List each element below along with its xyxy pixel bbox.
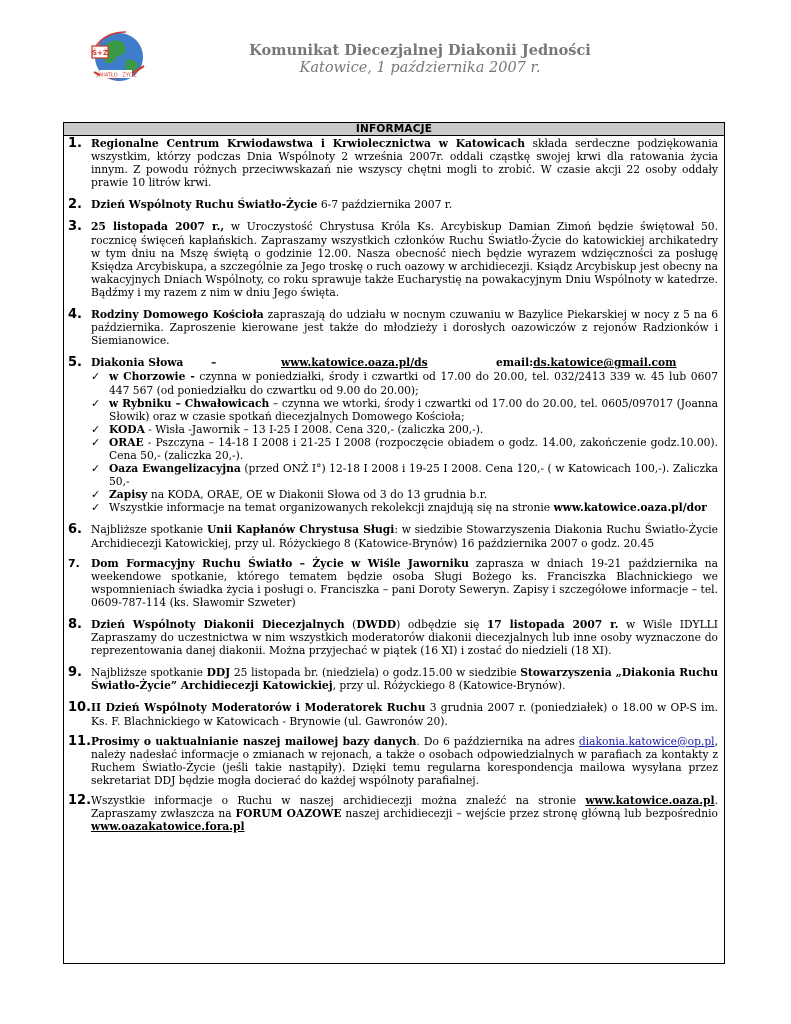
bold-text: Dzień Wspólnoty Diakonii Diecezjalnych bbox=[91, 618, 345, 631]
list-item bbox=[68, 794, 718, 833]
list-item bbox=[68, 557, 718, 609]
list-item bbox=[68, 308, 718, 347]
diakonia-slowa-email[interactable]: ds.katowice@gmail.com bbox=[533, 356, 677, 370]
check-list-item: ✓ w Chorzowie - czynna w poniedziałki, środy i czwartki od 17.00 do 20.00, tel. 032/2413 339 w. 45 lub 0607 447 567 (od poniedziałku do czwartku od 9.00 do 20.00); bbox=[91, 370, 718, 397]
item-number: 9. bbox=[68, 665, 82, 681]
list-item bbox=[68, 618, 718, 657]
list-item bbox=[68, 523, 718, 549]
bold-text: www.katowice.oaza.pl/dor bbox=[553, 501, 707, 515]
checkmark-icon: ✓ bbox=[91, 501, 101, 515]
check-list-item: ✓ KODA - Wisła -Jawornik – 13 I-25 I 2008. Cena 320,- (zaliczka 200,-). bbox=[91, 422, 484, 436]
section-title: INFORMACJE bbox=[64, 123, 724, 136]
item-text: Prosimy o uaktualnianie naszej mailowej bazy danych. Do 6 października na adres diakonia.katowice@op.pl, należy nadesłać informacje o zmianach w rejonach, a także o osobach odpowiedzialnych w parafiach za kontakty z Ruchem Światło-Życie (jeśli takie nastąpiły). Dzięki temu regularna korespondencja mailowa wysyłana przez sekretariat DDJ będzie mogła docierać do każdej wspólnoty parafialnej. bbox=[91, 734, 718, 787]
information-list bbox=[64, 136, 724, 833]
page-subtitle: Katowice, 1 października 2007 r. bbox=[299, 60, 541, 76]
email-link[interactable]: diakonia.katowice@op.pl bbox=[578, 734, 715, 748]
web-link[interactable]: www.oazakatowice.fora.pl bbox=[91, 820, 245, 834]
item-number: 3. bbox=[68, 219, 82, 235]
list-item-diakonia-slowa bbox=[68, 356, 718, 514]
checkmark-icon: ✓ bbox=[91, 462, 101, 476]
item-text: Dzień Wspólnoty Diakonii Diecezjalnych (DWDD) odbędzie się 17 listopada 2007 r. w Wiśle IDYLLI Zapraszamy do uczestnictwa w nim wszystkich moderatorów diakonii diecezjalnych lub inne osoby wyznaczone do reprezentowania danej diakonii. Można przyjechać w piątek (16 XI) i zostać do niedzieli (18 XI). bbox=[91, 618, 718, 658]
item-number: 1. bbox=[68, 136, 82, 151]
checkmark-icon: ✓ bbox=[91, 422, 101, 436]
check-list-item: ✓ Oaza Ewangelizacyjna (przed ONŻ I°) 12-18 I 2008 i 19-25 I 2008. Cena 120,- ( w Katowicach 100,-). Zaliczka 50,- bbox=[91, 462, 718, 489]
check-list-item: ✓ ORAE - Pszczyna – 14-18 I 2008 i 21-25 I 2008 (rozpoczęcie obiadem o godz. 14.00, zakończenie godz.10.00). Cena 50,- (zaliczka 20,-). bbox=[91, 435, 718, 462]
bold-text: Stowarzyszenia „Diakonia Ruchu Światło-Życie” Archidiecezji Katowickiej bbox=[91, 666, 718, 693]
item-number: 7. bbox=[68, 556, 80, 570]
item-text: 25 listopada 2007 r., w Uroczystość Chrystusa Króla Ks. Arcybiskup Damian Zimoń będzie świętował 50. rocznicę święceń kapłańskich. Zapraszamy wszystkich członków Ruchu Światło-Życie do katowickiej archikatedry w tym dniu na Mszę świętą o godzinie 12.00. Nasza obecność niech będzie wyrazem wdzięczności za posługę Księdza Arcybiskupa, a szczególnie za Jego troskę o ruch oazowy w archidiecezji. Ksiądz Arcybiskup jest obecny na wakacyjnych Dniach Wspólnoty, co roku sprawuje także Eucharystię na powakacyjnym Dniu Wspólnoty w katedrze. Bądźmy i my razem z nim w dniu Jego święta. bbox=[91, 220, 719, 299]
diakonia-logo-icon bbox=[86, 26, 148, 88]
information-box bbox=[63, 122, 725, 964]
item-number: 2. bbox=[68, 197, 82, 213]
bold-text: Dzień Wspólnoty Ruchu Światło-Życie bbox=[91, 198, 318, 212]
item-number: 8. bbox=[68, 617, 82, 632]
checkmark-icon: ✓ bbox=[91, 488, 101, 502]
item-number: 5. bbox=[68, 355, 82, 371]
diakonia-slowa-url[interactable]: www.katowice.oaza.pl/ds bbox=[281, 356, 428, 370]
item-text: Wszystkie informacje o Ruchu w naszej archidiecezji można znaleźć na stronie www.katowice.oaza.pl. Zapraszamy zwłaszcza na FORUM OAZOWE naszej archidiecezji – wejście przez stronę główną lub bezpośrednio www.oazakatowice.fora.pl bbox=[91, 794, 718, 834]
bold-text: Zapisy bbox=[109, 488, 148, 502]
diakonia-slowa-contact-row bbox=[91, 356, 718, 369]
item-text: Regionalne Centrum Krwiodawstwa i Krwiolecznictwa w Katowicach składa serdeczne podziękowania wszystkim, którzy podczas Dnia Wspólnoty 2 września 2007r. oddali cząstkę swojej krwi dla ratowania życia innym. Z powodu różnych przeciwwskazań nie wszyscy chętni mogli to zrobić. W czasie akcji 22 osoby oddały prawie 10 litrów krwi. bbox=[91, 137, 718, 190]
svg-text:Ś+Ż: Ś+Ż bbox=[92, 49, 108, 57]
bold-text: Oaza Ewangelizacyjna bbox=[109, 462, 241, 476]
bold-text: 17 listopada 2007 r. bbox=[486, 618, 619, 631]
bold-text: DWDD bbox=[356, 618, 397, 631]
bold-text: KODA bbox=[109, 422, 145, 436]
diakonia-slowa-label: Diakonia Słowa bbox=[91, 356, 184, 370]
check-list-item: ✓ Zapisy na KODA, ORAE, OE w Diakonii Słowa od 3 do 13 grudnia b.r. bbox=[91, 488, 488, 502]
item-text: Najbliższe spotkanie Unii Kapłanów Chrystusa Sługi: w siedzibie Stowarzyszenia Diakonia Ruchu Światło-Życie Archidiecezji Katowickiej, przy ul. Różyckiego 8 (Katowice-Brynów) 16 października 2007 o godz. 20.45 bbox=[91, 523, 718, 550]
item-number: 4. bbox=[68, 307, 82, 323]
check-list-item: ✓ Wszystkie informacje na temat organizowanych rekolekcji znajdują się na stronie www.katowice.oaza.pl/dor bbox=[91, 501, 707, 515]
bold-text: Unii Kapłanów Chrystusa Sługi bbox=[206, 523, 395, 537]
item-number: 11. bbox=[68, 733, 92, 749]
bold-text: ORAE bbox=[109, 435, 144, 449]
check-list bbox=[91, 370, 718, 514]
bold-text: 25 listopada 2007 r., bbox=[91, 220, 225, 234]
bold-text: II Dzień Wspólnoty Moderatorów i Moderatorek Ruchu bbox=[91, 701, 426, 715]
web-link[interactable]: www.katowice.oaza.pl bbox=[585, 794, 715, 808]
checkmark-icon: ✓ bbox=[91, 435, 101, 449]
bold-text: Dom Formacyjny Ruchu Światło – Życie w Wiśle Jaworniku bbox=[91, 556, 469, 570]
list-item bbox=[68, 701, 718, 727]
bold-text: Regionalne Centrum Krwiodawstwa i Krwiolecznictwa w Katowicach bbox=[91, 137, 525, 150]
bold-text: w Chorzowie - bbox=[109, 370, 195, 384]
item-text: Rodziny Domowego Kościoła zapraszają do udziału w nocnym czuwaniu w Bazylice Piekarskiej w nocy z 5 na 6 października. Zaproszenie kierowane jest także do młodzieży i dorosłych oazowiczów z rejonów Radzionków i Siemianowice. bbox=[91, 308, 718, 348]
item-text: Dzień Wspólnoty Ruchu Światło-Życie 6-7 października 2007 r. bbox=[91, 198, 453, 212]
page-title: Komunikat Diecezjalnej Diakonii Jedności bbox=[249, 42, 591, 59]
list-item bbox=[68, 666, 718, 692]
item-text: Dom Formacyjny Ruchu Światło – Życie w Wiśle Jaworniku zaprasza w dniach 19-21 października na weekendowe spotkanie, którego tematem będzie osoba Sługi Bożego ks. Franciszka Blachnickiego we wspomnieniach świadka życia i posługi o. Franciszka – pani Doroty Seweryn. Zapisy i szczegółowe informacje – tel. 0609-787-114 (ks. Sławomir Szweter) bbox=[91, 556, 719, 609]
dash-separator: – bbox=[211, 356, 217, 370]
bold-text: w Rybniku – Chwałowicach bbox=[109, 396, 270, 410]
check-list-item: ✓ w Rybniku – Chwałowicach – czynna we wtorki, środy i czwartki od 17.00 do 20.00, tel. 0605/097017 (Joanna Słowik) oraz w czasie spotkań diecezjalnych Domowego Kościoła; bbox=[91, 396, 719, 423]
item-text: Najbliższe spotkanie DDJ 25 listopada br. (niedziela) o godz.15.00 w siedzibie Stowarzyszenia „Diakonia Ruchu Światło-Życie” Archidiecezji Katowickiej, przy ul. Różyckiego 8 (Katowice-Brynów). bbox=[91, 666, 718, 693]
item-number: 6. bbox=[68, 522, 82, 538]
bold-text: FORUM OAZOWE bbox=[235, 807, 342, 821]
email-label: email: bbox=[496, 356, 534, 370]
checkmark-icon: ✓ bbox=[91, 370, 101, 384]
svg-text:ŚWIATŁO · ŻYCIE: ŚWIATŁO · ŻYCIE bbox=[95, 72, 137, 79]
list-item bbox=[68, 735, 718, 787]
item-number: 12. bbox=[68, 793, 92, 809]
bold-text: Rodziny Domowego Kościoła bbox=[91, 308, 264, 322]
list-item bbox=[68, 220, 718, 299]
bold-text: Prosimy o uaktualnianie naszej mailowej bazy danych bbox=[91, 734, 417, 748]
list-item bbox=[68, 137, 718, 189]
item-text: II Dzień Wspólnoty Moderatorów i Moderatorek Ruchu 3 grudnia 2007 r. (poniedziałek) o 18.00 w OP-S im. Ks. F. Blachnickiego w Katowicach - Brynowie (ul. Gawronów 20). bbox=[91, 701, 718, 728]
list-item bbox=[68, 198, 718, 211]
item-number: 10. bbox=[68, 700, 92, 716]
bold-text: DDJ bbox=[206, 666, 231, 680]
checkmark-icon: ✓ bbox=[91, 396, 101, 410]
